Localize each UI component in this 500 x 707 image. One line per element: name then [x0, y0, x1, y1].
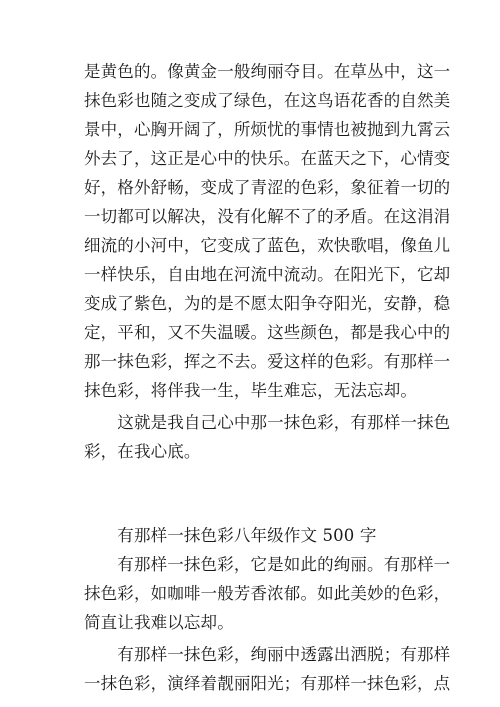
text-line: 那一抹色彩，挥之不去。爱这样的色彩。有那样一	[84, 352, 451, 371]
text-line: 一切都可以解决，没有化解不了的矛盾。在这涓涓	[84, 207, 451, 226]
text-line: 外去了，这正是心中的快乐。在蓝天之下，心情变	[84, 149, 451, 168]
text-line: 有那样一抹色彩，它是如此的绚丽。有那样一	[84, 555, 451, 574]
text-line: 景中，心胸开阔了，所烦忧的事情也被抛到九霄云	[84, 120, 451, 139]
essay-title: 有那样一抹色彩八年级作文 500 字	[84, 526, 377, 545]
text-line: 好，格外舒畅，变成了青涩的色彩，象征着一切的	[84, 178, 451, 197]
text-line: 细流的小河中，它变成了蓝色，欢快歌唱，像鱼儿	[84, 236, 451, 255]
text-line: 一抹色彩，演绎着靓丽阳光；有那样一抹色彩，点	[84, 674, 451, 693]
text-line: 定，平和，又不失温暖。这些颜色，都是我心中的	[84, 323, 451, 342]
text-line: 一样快乐，自由地在河流中流动。在阳光下，它却	[84, 265, 451, 284]
text-line: 变成了紫色，为的是不愿太阳争夺阳光，安静，稳	[84, 294, 451, 313]
text-line: 简直让我难以忘却。	[84, 613, 234, 632]
text-line: 这就是我自己心中那一抹色彩，有那样一抹色	[84, 413, 451, 432]
text-line: 彩，在我心底。	[84, 442, 201, 461]
text-line: 有那样一抹色彩，绚丽中透露出洒脱；有那样	[84, 645, 451, 664]
text-line: 是黄色的。像黄金一般绚丽夺目。在草丛中，这一	[84, 62, 451, 81]
text-line: 抹色彩也随之变成了绿色，在这鸟语花香的自然美	[84, 91, 451, 110]
text-line: 抹色彩，如咖啡一般芳香浓郁。如此美妙的色彩，	[84, 584, 451, 603]
text-line: 抹色彩，将伴我一生，毕生难忘，无法忘却。	[84, 381, 417, 400]
